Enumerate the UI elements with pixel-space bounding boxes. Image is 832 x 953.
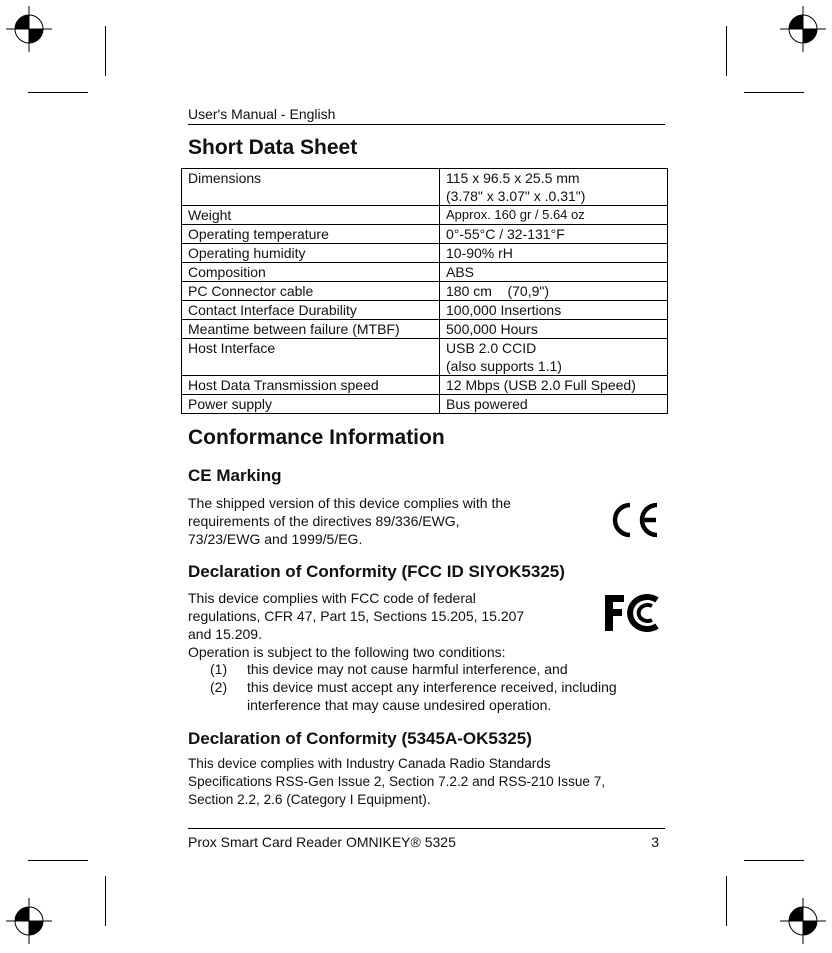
spec-key: Host Data Transmission speed	[182, 376, 440, 395]
spec-value: 180 cm (70,9")	[440, 282, 668, 301]
registration-mark-top-right-icon	[780, 6, 826, 52]
fcc-condition: (1) this device may not cause harmful interference, and	[210, 661, 568, 677]
registration-mark-top-left-icon	[6, 6, 52, 52]
table-row	[182, 169, 668, 206]
table-row	[182, 339, 668, 376]
spec-value: 500,000 Hours	[440, 320, 668, 339]
table-row	[182, 263, 668, 282]
page-footer	[188, 828, 665, 851]
registration-mark-bottom-right-icon	[780, 898, 826, 944]
table-row	[182, 206, 668, 225]
fcc-heading: Declaration of Conformity (FCC ID SIYOK5325)	[188, 562, 565, 581]
table-row	[182, 301, 668, 320]
spec-key: Composition	[182, 263, 440, 282]
ic-heading: Declaration of Conformity (5345A-OK5325)	[188, 729, 532, 748]
table-row	[182, 225, 668, 244]
running-header: User's Manual - English	[188, 105, 665, 125]
ce-mark-icon	[606, 500, 662, 540]
spec-key: Operating temperature	[182, 225, 440, 244]
spec-value: USB 2.0 CCID (also supports 1.1)	[440, 339, 668, 376]
spec-key: Weight	[182, 206, 440, 225]
table-row	[182, 376, 668, 395]
spec-value: 0°-55°C / 32-131°F	[440, 225, 668, 244]
page-number: 3	[651, 834, 659, 850]
table-row	[182, 244, 668, 263]
footer-product: Prox Smart Card Reader OMNIKEY® 5325	[188, 834, 456, 850]
spec-key: Contact Interface Durability	[182, 301, 440, 320]
fcc-condition: (2) this device must accept any interference received, including	[210, 679, 617, 695]
fcc-text: This device complies with FCC code of federal regulations, CFR 47, Part 15, Sections 15.205, 15.207 and 15.209. Operation is subject to the following two conditions:	[188, 590, 525, 660]
spec-key: Host Interface	[182, 339, 440, 376]
spec-value: Approx. 160 gr / 5.64 oz	[440, 206, 668, 225]
spec-key: PC Connector cable	[182, 282, 440, 301]
spec-value: 100,000 Insertions	[440, 301, 668, 320]
spec-value: 12 Mbps (USB 2.0 Full Speed)	[440, 376, 668, 395]
spec-key: Power supply	[182, 395, 440, 414]
conformance-heading: Conformance Information	[188, 426, 445, 449]
spec-value: Bus powered	[440, 395, 668, 414]
table-row	[182, 282, 668, 301]
page-title: Short Data Sheet	[188, 136, 358, 159]
spec-value: 115 x 96.5 x 25.5 mm (3.78" x 3.07" x .0.31")	[440, 169, 668, 206]
fcc-condition: interference that may cause undesired operation.	[247, 697, 552, 713]
fcc-logo-icon	[602, 592, 662, 634]
registration-mark-bottom-left-icon	[6, 898, 52, 944]
ce-text: The shipped version of this device complies with the requirements of the directives 89/336/EWG, 73/23/EWG and 1999/5/EG.	[188, 495, 511, 547]
spec-value: ABS	[440, 263, 668, 282]
spec-key: Operating humidity	[182, 244, 440, 263]
ce-heading: CE Marking	[188, 466, 282, 485]
table-row	[182, 395, 668, 414]
ic-text: This device complies with Industry Canada Radio Standards Specifications RSS-Gen Issue 2, Section 7.2.2 and RSS-210 Issue 7, Section 2.2, 2.6 (Category I Equipment).	[188, 756, 606, 807]
spec-key: Dimensions	[182, 169, 440, 206]
spec-value: 10-90% rH	[440, 244, 668, 263]
table-row	[182, 320, 668, 339]
spec-key: Meantime between failure (MTBF)	[182, 320, 440, 339]
spec-table	[181, 168, 668, 414]
